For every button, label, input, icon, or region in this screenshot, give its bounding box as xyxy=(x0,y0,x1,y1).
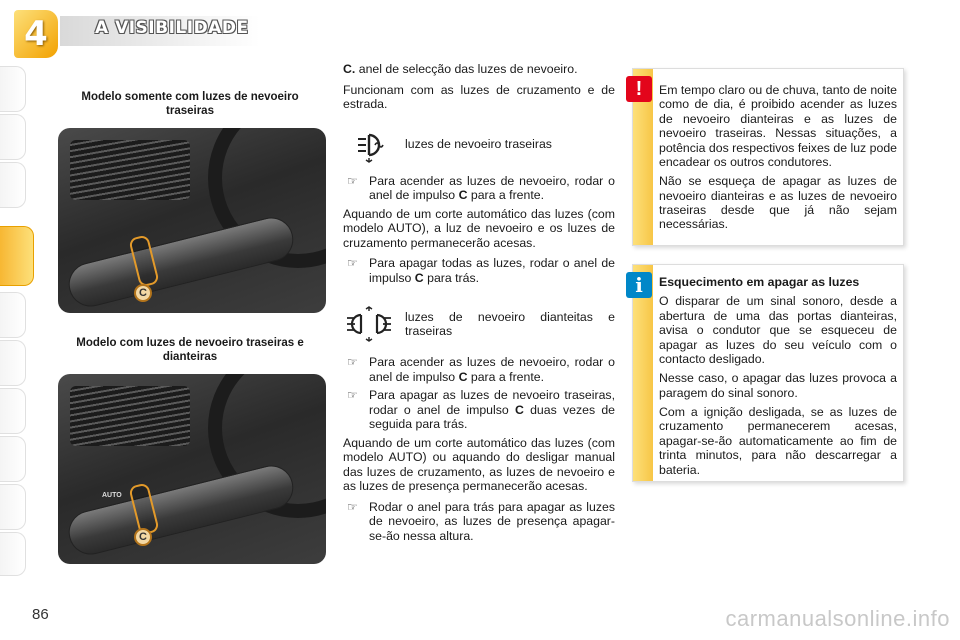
finger-pointing-icon: ☞ xyxy=(347,388,358,402)
bullet-text: Para acender as luzes de nevoeiro, rodar o anel de impulso xyxy=(369,355,615,384)
list-item xyxy=(343,388,615,432)
bullet-text: Para apagar todas as luzes, rodar o anel de impulso xyxy=(369,256,615,285)
side-tab[interactable] xyxy=(0,436,26,482)
warning-text: Em tempo claro ou de chuva, tanto de noite como de dia, é proibido acender as luzes de nevoeiro dianteiras e as luzes de nevoeiro traseiras. Nessas situações, a potência dos respectivos feixes de luz pode encadear os outros condutores. xyxy=(659,83,897,169)
rear-fog-light-icon xyxy=(343,126,395,164)
side-tab[interactable] xyxy=(0,532,26,576)
list-item xyxy=(343,500,615,544)
warning-icon: ! xyxy=(626,76,652,102)
side-tab[interactable] xyxy=(0,484,26,530)
instruction-text xyxy=(343,62,615,547)
list-item xyxy=(343,256,615,285)
warning-box xyxy=(632,68,904,246)
intro-label: C. xyxy=(343,62,356,76)
bullet-text: Rodar o anel para trás para apagar as luzes de nevoeiro, as luzes de presença apagar-se-ão nessa altura. xyxy=(369,499,615,543)
bullet-bold: C xyxy=(414,270,424,285)
bullet-bold: C xyxy=(514,402,524,417)
intro-paragraph-2: Funcionam com as luzes de cruzamento e de estrada. xyxy=(343,82,615,111)
rear-paragraph: Aquando de um corte automático das luzes (com modelo AUTO), a luz de nevoeiro e os luzes de cruzamento permanecerão acesas. xyxy=(343,206,615,250)
side-tab[interactable] xyxy=(0,114,26,160)
side-tab[interactable] xyxy=(0,388,26,434)
bullet-text: Para acender as luzes de nevoeiro, rodar o anel de impulso xyxy=(369,173,615,202)
info-text: Nesse caso, o apagar das luzes provoca a paragem do sinal sonoro. xyxy=(659,371,897,400)
front-rear-fog-light-icon xyxy=(343,305,395,343)
list-item xyxy=(343,174,615,203)
stalk-auto-label: AUTO xyxy=(102,492,122,499)
rear-fog-row xyxy=(343,126,615,164)
bullet-text: para trás. xyxy=(423,270,480,285)
finger-pointing-icon: ☞ xyxy=(347,173,358,188)
finger-pointing-icon: ☞ xyxy=(347,256,358,270)
marker-c: C xyxy=(134,528,152,546)
marker-c: C xyxy=(134,284,152,302)
both-paragraph: Aquando de um corte automático das luzes (com modelo AUTO) ou aquando do desligar manual das luzes de cruzamento, as luzes de nevoeiro e as luzes de presença permanecerão acesas. xyxy=(343,435,615,493)
rear-fog-label: luzes de nevoeiro traseiras xyxy=(405,137,552,152)
warning-text: Não se esqueça de apagar as luzes de nevoeiro dianteiras e as luzes de nevoeiro traseiras desde que já não sejam necessárias. xyxy=(659,174,897,232)
info-text: O disparar de um sinal sonoro, desde a abertura de uma das portas dianteiras, avisa o condutor que se esqueceu de apagar as luzes do seu veículo com o contacto desligado. xyxy=(659,294,897,366)
finger-pointing-icon: ☞ xyxy=(347,355,358,369)
both-fog-row xyxy=(343,305,615,343)
side-tab[interactable] xyxy=(0,292,26,338)
chapter-title: A VISIBILIDADE xyxy=(95,18,249,38)
bullet-text: duas vezes de seguida para trás. xyxy=(369,402,615,431)
bullet-text: Para apagar as luzes de nevoeiro traseiras, rodar o anel de impulso xyxy=(369,388,615,417)
watermark: carmanualsonline.info xyxy=(725,606,950,631)
figure-caption: Modelo somente com luzes de nevoeiro traseiras xyxy=(81,91,299,118)
side-tab[interactable] xyxy=(0,162,26,208)
page-number: 86 xyxy=(32,606,49,623)
bullet-bold: C xyxy=(458,188,468,202)
chapter-number-badge: 4 xyxy=(14,10,58,58)
intro-text: anel de selecção das luzes de nevoeiro. xyxy=(358,62,578,76)
info-icon: i xyxy=(626,272,652,298)
both-fog-label: luzes de nevoeiro dianteitas e traseiras xyxy=(405,309,615,338)
side-tab[interactable] xyxy=(0,340,26,386)
bullet-text: para a frente. xyxy=(467,369,545,384)
intro-paragraph xyxy=(343,62,615,77)
finger-pointing-icon: ☞ xyxy=(347,499,358,514)
side-tab[interactable] xyxy=(0,66,26,112)
stalk-illustration xyxy=(58,374,326,564)
bullet-bold: C xyxy=(458,369,468,384)
info-title: Esquecimento em apagar as luzes xyxy=(659,275,860,289)
list-item xyxy=(343,355,615,384)
bullet-text: para a frente. xyxy=(467,188,545,202)
side-tab-active[interactable] xyxy=(0,226,34,286)
info-text: Com a ignição desligada, se as luzes de cruzamento permanecerem acesas, apagar-se-ão automaticamente ao fim de trinta minutos, para não descarregar a bateria. xyxy=(659,405,897,477)
info-box xyxy=(632,264,904,482)
stalk-illustration xyxy=(58,128,326,313)
figure-caption: Modelo com luzes de nevoeiro traseiras e dianteiras xyxy=(76,337,304,364)
